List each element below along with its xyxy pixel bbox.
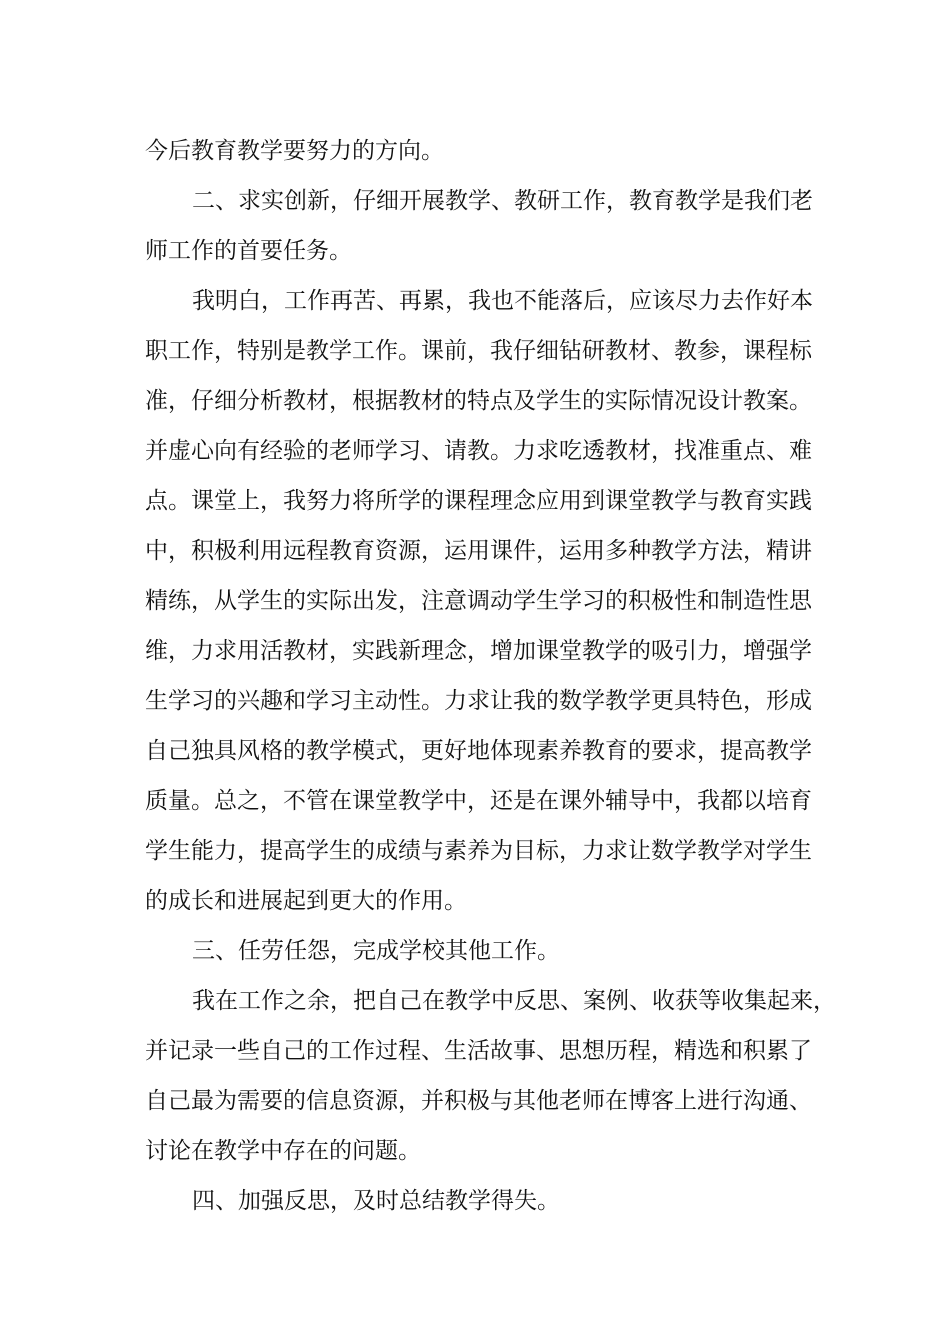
- text-line: 自己最为需要的信息资源，并积极与其他老师在博客上进行沟通、: [145, 1088, 812, 1114]
- section-heading: 三、任劳任怨，完成学校其他工作。: [192, 938, 560, 964]
- text-line: 自己独具风格的教学模式，更好地体现素养教育的要求，提高教学: [145, 738, 812, 764]
- text-line: 师工作的首要任务。: [145, 238, 352, 264]
- text-line: 我明白，工作再苦、再累，我也不能落后，应该尽力去作好本: [192, 288, 813, 314]
- text-line: 生学习的兴趣和学习主动性。力求让我的数学教学更具特色，形成: [145, 688, 812, 714]
- text-line: 并记录一些自己的工作过程、生活故事、思想历程，精选和积累了: [145, 1038, 812, 1064]
- text-line: 中，积极利用远程教育资源，运用课件，运用多种教学方法，精讲: [145, 538, 812, 564]
- section-heading: 四、加强反思，及时总结教学得失。: [192, 1188, 560, 1214]
- text-line: 质量。总之，不管在课堂教学中，还是在课外辅导中，我都以培育: [145, 788, 812, 814]
- text-line: 学生能力，提高学生的成绩与素养为目标，力求让数学教学对学生: [145, 838, 812, 864]
- text-line: 精练，从学生的实际出发，注意调动学生学习的积极性和制造性思: [145, 588, 812, 614]
- text-line: 的成长和进展起到更大的作用。: [145, 888, 467, 914]
- text-line: 并虚心向有经验的老师学习、请教。力求吃透教材，找准重点、难: [145, 438, 812, 464]
- text-line: 讨论在教学中存在的问题。: [145, 1138, 421, 1164]
- text-line: 我在工作之余，把自己在教学中反思、案例、收获等收集起来，: [192, 988, 836, 1014]
- text-line: 维，力求用活教材，实践新理念，增加课堂教学的吸引力，增强学: [145, 638, 812, 664]
- text-line: 今后教育教学要努力的方向。: [145, 138, 444, 164]
- text-line: 准，仔细分析教材，根据教材的特点及学生的实际情况设计教案。: [145, 388, 812, 414]
- text-line: 点。课堂上，我努力将所学的课程理念应用到课堂教学与教育实践: [145, 488, 812, 514]
- text-line: 职工作，特别是教学工作。课前，我仔细钻研教材、教参，课程标: [145, 338, 812, 364]
- section-heading: 二、求实创新，仔细开展教学、教研工作，教育教学是我们老: [192, 188, 813, 214]
